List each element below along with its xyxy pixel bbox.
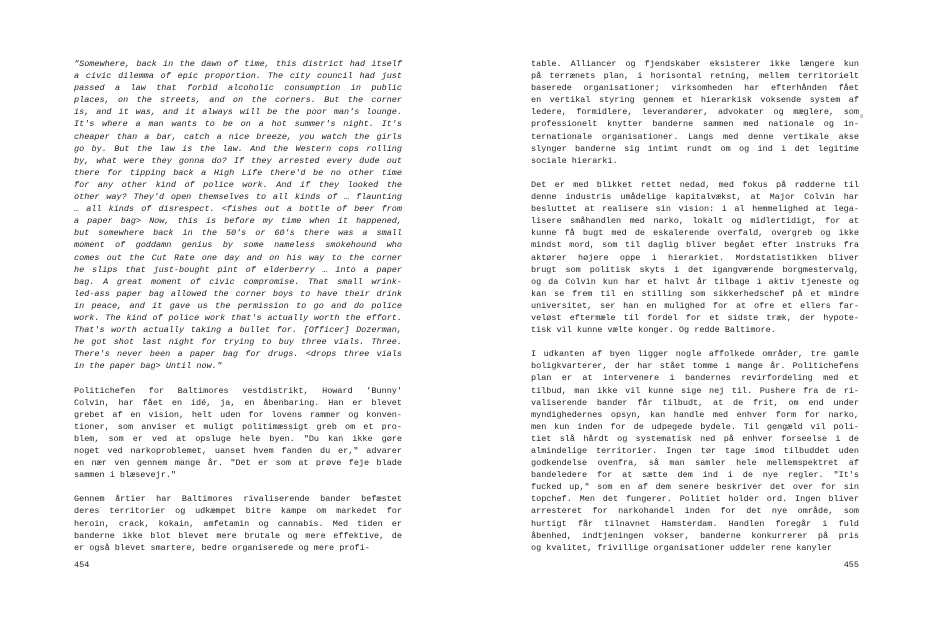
page-number-right: 455	[843, 560, 859, 570]
text-line: denne industris umådelige kapitalvækst, at Major Colvin har	[531, 192, 859, 203]
text-line: Det er med blikket rettet nedad, med fokus på rødderne til	[531, 179, 859, 190]
text-line: Politichefen for Baltimores vestdistrikt, Howard 'Bunny'	[74, 385, 402, 396]
text-line: he slips that just-bought pint of elderberry … into a paper	[74, 264, 402, 275]
text-line: godkendelse ovenfra, så man samler hele mellemspektret af	[531, 458, 859, 469]
text-line: tisk vil kunne vælte konger. Og redde Baltimore.	[531, 325, 776, 336]
text-line: It's where a man wants to be on a hot summer's night. It's	[74, 119, 402, 130]
text-line: ternationale organisationer. Langs med denne vertikale akse	[531, 131, 859, 142]
text-line: besluttet at realisere sin vision: i al hemmelighed at lega-	[531, 204, 859, 215]
text-line: blem, som er ved at opsluge hele byen. "Du kan ikke gøre	[74, 433, 402, 444]
text-line: brugt som politisk skyts i det igangværende borgmestervalg,	[531, 264, 859, 275]
text-line: kunne få bugt med de eskalerende overfald, overgreb og ikke	[531, 228, 859, 239]
text-line: other way? They'd open themselves to all kinds of … flaunting	[74, 192, 402, 203]
text-line: tilbud, man ikke vil kunne sige nej til. Pushere fra de ri-	[531, 385, 859, 396]
text-line: plan er at intervenere i bandernes revirfordeling med et	[531, 373, 859, 384]
text-line: ledere, formidlere, leverandører, advokater og mæglere, som	[531, 107, 859, 118]
text-line: heroin, crack, kokain, amfetamin og cannabis. Med tiden er	[74, 518, 402, 529]
text-line: sociale hierarki.	[531, 155, 618, 166]
text-line: hurtigt får tilnavnet Hamsterdam. Handlen foregår i fuld	[531, 518, 859, 529]
text-line: baserede organisationer; virksomheden har efterhånden fået	[531, 83, 859, 94]
paragraph	[531, 58, 859, 167]
text-line: universitet, ser han en mulighed for at ofre et ellers far-	[531, 300, 859, 311]
text-line: valiserende bander får tilbudt, at de frit, om end under	[531, 397, 859, 408]
paragraph	[74, 58, 402, 372]
text-line: en vertikal styring gennem et hierarkisk voksende system af	[531, 95, 859, 106]
text-line: fucked up," som en af dem senere beskriver det over for sin	[531, 482, 859, 493]
paragraph	[74, 493, 402, 553]
text-line: "Somewhere, back in the dawn of time, this district had itself	[74, 59, 402, 69]
text-line: comes out the Cut Rate one day and on his way to the corner	[74, 252, 402, 263]
text-line: he got shot last night for trying to buy three vials. Three.	[74, 337, 402, 348]
text-line: banderne ikke blot blevet mere brutale og mere effektive, de	[74, 530, 402, 541]
text-line: på terrænets plan, i horisontal retning, mellem territorielt	[531, 71, 859, 82]
text-line: for any other kind of police work. And if they looked the	[74, 179, 402, 190]
text-line: boligkvarterer, der har stået tomme i mange år. Politichefens	[531, 361, 859, 372]
text-line: a civic dilemma of epic proportion. The city council had just	[74, 71, 402, 82]
text-line: er også blevet smartere, bedre organiserede og mere profi-	[74, 542, 370, 553]
text-line: veløst eftermæle til fordel for et sidste træk, der hypote-	[531, 312, 859, 323]
text-line: go by. But the law is the law. And the Western cops rolling	[74, 143, 402, 154]
text-line: åbenhed, indtjeningen vokser, banderne konkurrerer på pris	[531, 530, 859, 541]
text-line: myndighedernes opsyn, kan handle med enhver form for narko,	[531, 409, 859, 420]
text-line: places, on the streets, and on the corners. But the corner	[74, 95, 402, 106]
text-line: in peace, and it gave us the permission to go and do police	[74, 300, 402, 311]
text-line: moment of goddamn genius by some nameless smokehound who	[74, 240, 402, 251]
scan-speck	[861, 247, 863, 249]
text-line: Gennem årtier har Baltimores rivaliserende bander befæstet	[74, 494, 402, 505]
text-line: men kun inden for de udpegede bydele. Til gengæld vil poli-	[531, 421, 859, 432]
page-number-left: 454	[74, 560, 90, 570]
scan-speck	[860, 114, 863, 118]
paragraph	[531, 179, 859, 336]
paragraph	[74, 385, 402, 482]
page-right-text-block	[531, 58, 859, 554]
text-line: I udkanten af byen ligger nogle affolkede områder, tre gamle	[531, 349, 859, 360]
text-line: led-ass paper bag allowed the corner boys to have their drink	[74, 288, 402, 299]
text-line: professionelt knytter banderne sammen med nationale og in-	[531, 119, 859, 130]
text-line: noget ved narkoproblemet, uanset hvem fanden du er," advarer	[74, 446, 402, 456]
text-line: table. Alliancer og fjendskaber eksisterer ikke længere kun	[531, 59, 859, 69]
text-line: grebet af en vision, helt uden for lovens rammer og konven-	[74, 409, 402, 420]
text-line: … all kinds of disrespect. <fishes out a bottle of beer from	[74, 204, 402, 215]
text-line: by, what were they gonna do? If they arrested every dude out	[74, 155, 402, 166]
text-line: bandeledere for at sætte dem ind i de nye regler. "It's	[531, 470, 859, 481]
text-line: bag. A great moment of civic compromise. That small wrink-	[74, 276, 402, 287]
text-line: but somewhere back in the 50's or 60's there was a small	[74, 228, 402, 239]
text-line: kan se frem til en stilling som sikkerhedschef på et mindre	[531, 288, 859, 299]
scan-speck	[860, 69, 862, 71]
text-line: deres territorier og udkæmpet bitre kampe om markedet for	[74, 506, 402, 517]
text-line: sammen i blæsevejr."	[74, 470, 177, 481]
text-line: almindelige territorier. Ingen tør tage imod tilbuddet uden	[531, 446, 859, 456]
text-line: mindst mord, som til daglig bliver begået efter instruks fra	[531, 240, 859, 251]
text-line: tioner, som anviser et muligt politimæssigt greb om et pro-	[74, 421, 402, 432]
text-line: That's worth actually taking a bullet for. [Officer] Dozerman,	[74, 325, 402, 336]
page-left-text-block	[74, 58, 402, 554]
text-line: og da Colvin kun har et halvt år tilbage i aktiv tjeneste og	[531, 276, 859, 287]
text-line: cheaper than a bar, catch a nice breeze, you watch the girls	[74, 131, 402, 142]
text-line: there for tipping back a High Life there'd be no other time	[74, 167, 402, 178]
text-line: is, and it was, and it always will be the poor man's lounge.	[74, 107, 402, 118]
text-line: tiet slå hårdt og systematisk ned på enhver forseelse i de	[531, 433, 859, 444]
text-line: There's never been a paper bag for drugs. <drops three vials	[74, 349, 402, 360]
text-line: passed a law that forbid alcoholic consumption in public	[74, 83, 402, 94]
text-line: a paper bag> Now, this is before my time when it happened,	[74, 216, 402, 227]
text-line: lisere småhandlen med narko, lokalt og midlertidigt, for at	[531, 216, 859, 227]
text-line: in the paper bag> Until now."	[74, 361, 222, 372]
text-line: slynger banderne sig intimt rundt om og ind i det legitime	[531, 143, 859, 154]
text-line: og kvalitet, frivillige organisationer uddeler rene kanyler	[531, 542, 832, 553]
text-line: arresteret for narkohandel inden for det nye område, som	[531, 506, 859, 517]
paragraph	[531, 348, 859, 554]
text-line: topchef. Men det fungerer. Politiet holder ord. Ingen bliver	[531, 494, 859, 505]
text-line: work. The kind of police work that's actually worth the effort.	[74, 312, 402, 323]
text-line: Colvin, har fået en idé, ja, en åbenbaring. Han er blevet	[74, 397, 402, 408]
text-line: aktører højere oppe i hierarkiet. Mordstatistikken bliver	[531, 252, 859, 263]
text-line: en nær ven gennem mange år. "Det er som at prøve feje blade	[74, 458, 402, 469]
